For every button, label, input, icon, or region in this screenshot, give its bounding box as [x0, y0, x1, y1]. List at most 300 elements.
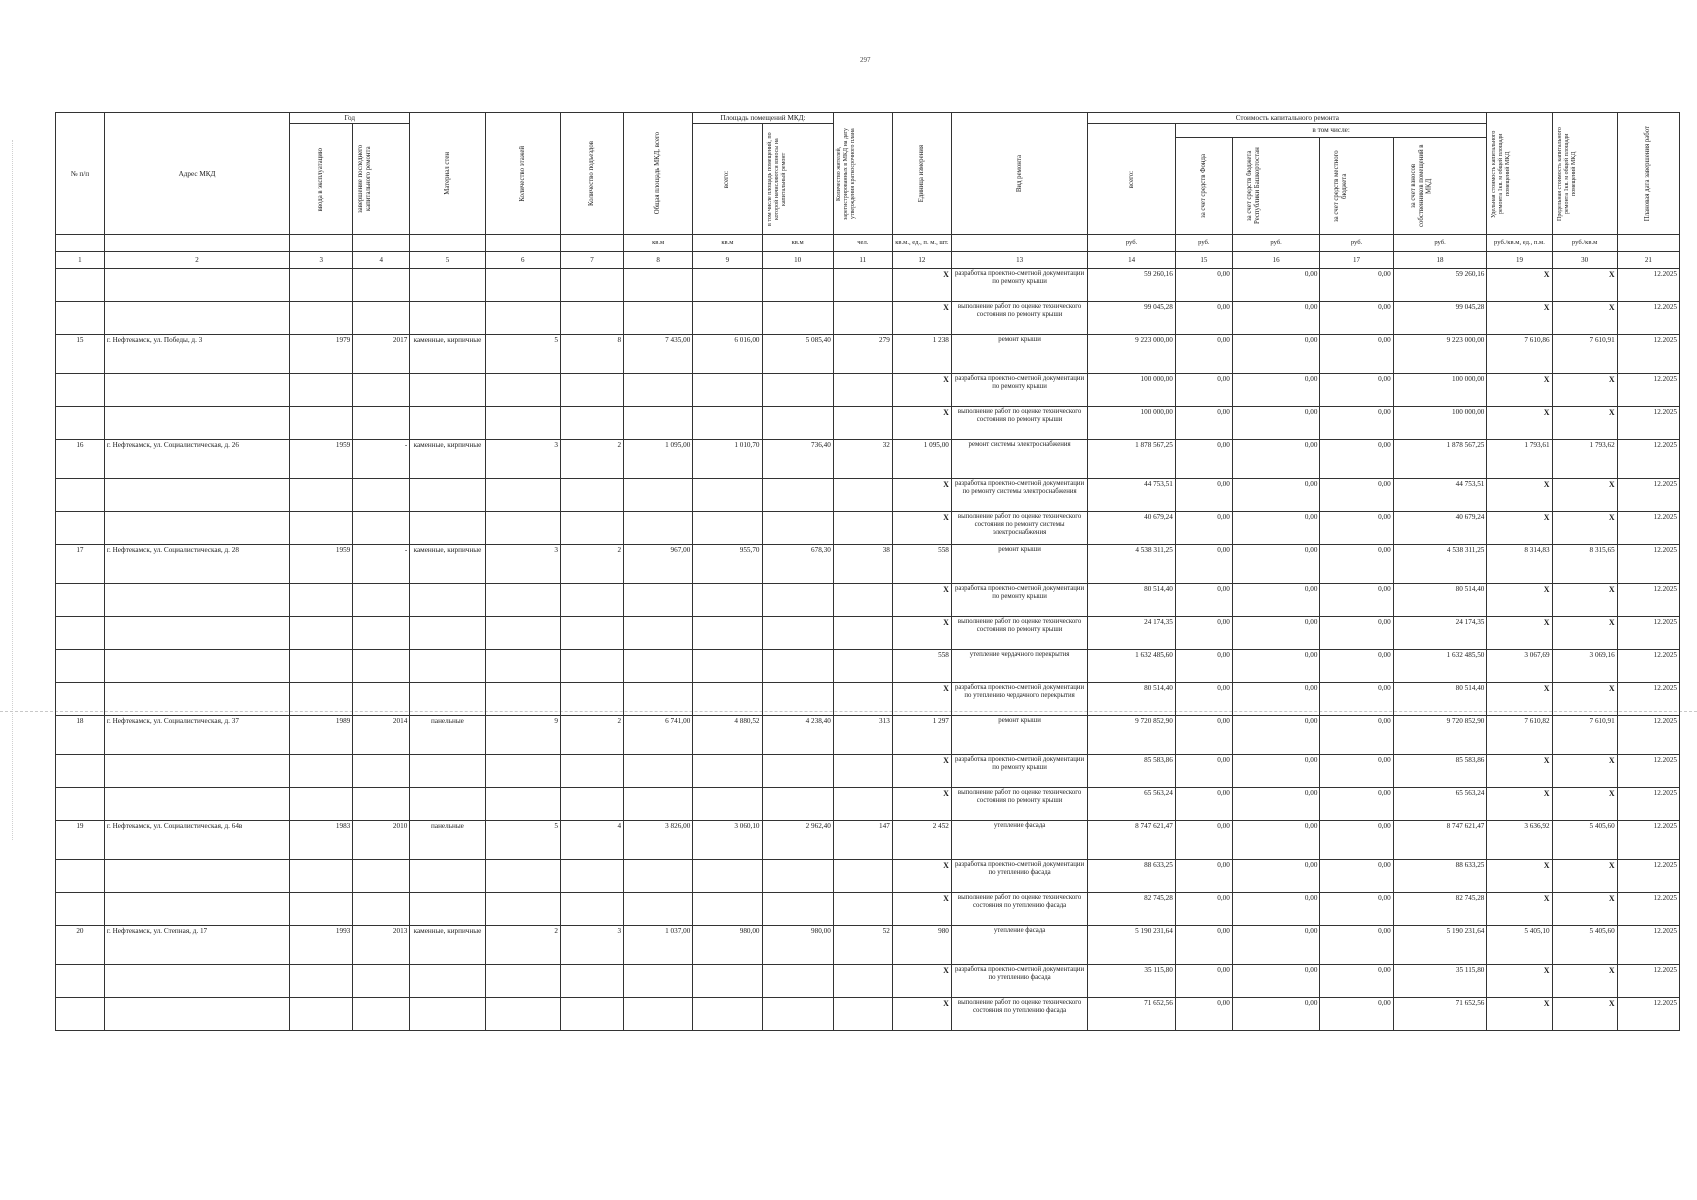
- total-area: [624, 893, 693, 926]
- wall-material: каменные, кирпичные: [410, 545, 485, 584]
- entrances: [560, 755, 623, 788]
- cost-owners: 71 652,56: [1393, 998, 1487, 1031]
- cost-local: 0,00: [1320, 545, 1393, 584]
- page-number: 297: [860, 56, 871, 64]
- row-number: [56, 755, 105, 788]
- limit-cost: X: [1552, 965, 1617, 998]
- year-last-repair: [353, 584, 410, 617]
- table-row: [56, 269, 1680, 302]
- year-last-repair: [353, 788, 410, 821]
- area-total: [693, 965, 762, 998]
- area-total: [693, 269, 762, 302]
- unit-cost: X: [1487, 269, 1552, 302]
- year-last-repair: [353, 860, 410, 893]
- wall-material: [410, 302, 485, 335]
- cost-fund: 0,00: [1175, 512, 1232, 545]
- row-number: 16: [56, 440, 105, 479]
- unit-cost: 1 793,61: [1487, 440, 1552, 479]
- cost-local: 0,00: [1320, 407, 1393, 440]
- cost-local: 0,00: [1320, 650, 1393, 683]
- cost-local: 0,00: [1320, 965, 1393, 998]
- year-last-repair: [353, 998, 410, 1031]
- cost-owners: 4 538 311,25: [1393, 545, 1487, 584]
- residents: [833, 407, 892, 440]
- entrances: [560, 269, 623, 302]
- repair-type: выполнение работ по оценке технического состояния по ремонту крыши: [951, 302, 1087, 335]
- row-address: г. Нефтекамск, ул. Степная, д. 17: [104, 926, 289, 965]
- cost-owners: 40 679,24: [1393, 512, 1487, 545]
- year-commissioning: 1959: [290, 440, 353, 479]
- cost-republic: 0,00: [1232, 650, 1320, 683]
- residents: [833, 683, 892, 716]
- unit-value: X: [892, 407, 951, 440]
- floors: [485, 650, 560, 683]
- wall-material: [410, 965, 485, 998]
- total-area: [624, 512, 693, 545]
- deadline: 12.2025: [1617, 821, 1679, 860]
- unit-12: кв.м., ед., п. м., шт.: [892, 235, 951, 252]
- residents: [833, 650, 892, 683]
- cost-local: 0,00: [1320, 617, 1393, 650]
- residents: 38: [833, 545, 892, 584]
- column-number: 10: [762, 252, 833, 269]
- cost-republic: 0,00: [1232, 998, 1320, 1031]
- unit-value: X: [892, 860, 951, 893]
- header-year-commissioning: ввода в эксплуатацию: [290, 124, 353, 235]
- limit-cost: X: [1552, 302, 1617, 335]
- header-year-last-repair: завершение последнего капитального ремонта: [353, 124, 410, 235]
- unit-cost: X: [1487, 584, 1552, 617]
- header-address: Адрес МКД: [104, 113, 289, 235]
- unit-cost: X: [1487, 998, 1552, 1031]
- capital-repair-table: [55, 112, 1680, 1031]
- area-residential: [762, 965, 833, 998]
- year-commissioning: 1993: [290, 926, 353, 965]
- unit-value: X: [892, 617, 951, 650]
- row-address: [104, 269, 289, 302]
- row-number: [56, 860, 105, 893]
- unit-17: руб.: [1320, 235, 1393, 252]
- deadline: 12.2025: [1617, 440, 1679, 479]
- area-residential: [762, 479, 833, 512]
- limit-cost: 1 793,62: [1552, 440, 1617, 479]
- row-number: [56, 965, 105, 998]
- residents: 313: [833, 716, 892, 755]
- row-number: [56, 683, 105, 716]
- wall-material: [410, 584, 485, 617]
- floors: [485, 755, 560, 788]
- year-commissioning: [290, 302, 353, 335]
- cost-total: 40 679,24: [1088, 512, 1176, 545]
- year-commissioning: 1983: [290, 821, 353, 860]
- floors: 5: [485, 335, 560, 374]
- entrances: [560, 860, 623, 893]
- unit-cost: X: [1487, 860, 1552, 893]
- cost-fund: 0,00: [1175, 302, 1232, 335]
- cost-owners: 9 223 000,00: [1393, 335, 1487, 374]
- cost-total: 80 514,40: [1088, 584, 1176, 617]
- cost-local: 0,00: [1320, 335, 1393, 374]
- table-row: [56, 998, 1680, 1031]
- area-total: 3 060,10: [693, 821, 762, 860]
- column-number: 13: [951, 252, 1087, 269]
- cost-fund: 0,00: [1175, 860, 1232, 893]
- table-row: [56, 965, 1680, 998]
- repair-type: разработка проектно-сметной документации по ремонту крыши: [951, 269, 1087, 302]
- limit-cost: X: [1552, 479, 1617, 512]
- cost-local: 0,00: [1320, 374, 1393, 407]
- row-address: [104, 998, 289, 1031]
- year-last-repair: 2014: [353, 716, 410, 755]
- cost-republic: 0,00: [1232, 617, 1320, 650]
- repair-type: утепление фасада: [951, 926, 1087, 965]
- row-number: 18: [56, 716, 105, 755]
- cost-owners: 88 633,25: [1393, 860, 1487, 893]
- row-address: [104, 374, 289, 407]
- cost-republic: 0,00: [1232, 512, 1320, 545]
- area-total: [693, 683, 762, 716]
- unit-value: X: [892, 479, 951, 512]
- cost-republic: 0,00: [1232, 374, 1320, 407]
- year-last-repair: [353, 302, 410, 335]
- floors: [485, 512, 560, 545]
- year-last-repair: [353, 374, 410, 407]
- column-number: 3: [290, 252, 353, 269]
- entrances: [560, 683, 623, 716]
- row-address: [104, 479, 289, 512]
- cost-local: 0,00: [1320, 479, 1393, 512]
- deadline: 12.2025: [1617, 683, 1679, 716]
- row-number: [56, 617, 105, 650]
- column-number: 21: [1617, 252, 1679, 269]
- deadline: 12.2025: [1617, 965, 1679, 998]
- cost-fund: 0,00: [1175, 407, 1232, 440]
- area-residential: 736,40: [762, 440, 833, 479]
- area-residential: 678,30: [762, 545, 833, 584]
- cost-owners: 80 514,40: [1393, 584, 1487, 617]
- year-commissioning: [290, 650, 353, 683]
- cost-fund: 0,00: [1175, 545, 1232, 584]
- column-number: 11: [833, 252, 892, 269]
- year-commissioning: [290, 755, 353, 788]
- table-row: [56, 335, 1680, 374]
- residents: [833, 755, 892, 788]
- residents: [833, 998, 892, 1031]
- unit-16: руб.: [1232, 235, 1320, 252]
- area-residential: 4 238,40: [762, 716, 833, 755]
- row-address: г. Нефтекамск, ул. Социалистическая, д. 26: [104, 440, 289, 479]
- cost-fund: 0,00: [1175, 998, 1232, 1031]
- area-residential: [762, 407, 833, 440]
- unit-cost: X: [1487, 893, 1552, 926]
- cost-local: 0,00: [1320, 998, 1393, 1031]
- repair-type: ремонт крыши: [951, 716, 1087, 755]
- cost-owners: 65 563,24: [1393, 788, 1487, 821]
- unit-value: X: [892, 683, 951, 716]
- deadline: 12.2025: [1617, 374, 1679, 407]
- unit-cost: X: [1487, 617, 1552, 650]
- cost-owners: 8 747 621,47: [1393, 821, 1487, 860]
- unit-cost: X: [1487, 512, 1552, 545]
- floors: 9: [485, 716, 560, 755]
- column-number: 2: [104, 252, 289, 269]
- cost-owners: 35 115,80: [1393, 965, 1487, 998]
- cost-republic: 0,00: [1232, 965, 1320, 998]
- floors: [485, 965, 560, 998]
- row-number: [56, 374, 105, 407]
- unit-value: X: [892, 998, 951, 1031]
- cost-total: 1 632 485,60: [1088, 650, 1176, 683]
- deadline: 12.2025: [1617, 755, 1679, 788]
- cost-fund: 0,00: [1175, 965, 1232, 998]
- year-last-repair: [353, 617, 410, 650]
- cost-local: 0,00: [1320, 440, 1393, 479]
- wall-material: [410, 269, 485, 302]
- deadline: 12.2025: [1617, 302, 1679, 335]
- area-total: [693, 998, 762, 1031]
- unit-value: 980: [892, 926, 951, 965]
- year-commissioning: [290, 407, 353, 440]
- repair-type: выполнение работ по оценке технического состояния по ремонту крыши: [951, 788, 1087, 821]
- unit-15: руб.: [1175, 235, 1232, 252]
- unit-value: X: [892, 788, 951, 821]
- year-last-repair: 2010: [353, 821, 410, 860]
- total-area: [624, 617, 693, 650]
- total-area: [624, 788, 693, 821]
- cost-total: 9 720 852,90: [1088, 716, 1176, 755]
- floors: [485, 479, 560, 512]
- deadline: 12.2025: [1617, 650, 1679, 683]
- year-commissioning: [290, 788, 353, 821]
- cost-local: 0,00: [1320, 788, 1393, 821]
- area-total: [693, 788, 762, 821]
- table-row: [56, 683, 1680, 716]
- entrances: [560, 893, 623, 926]
- cost-total: 100 000,00: [1088, 407, 1176, 440]
- deadline: 12.2025: [1617, 617, 1679, 650]
- unit-cost: X: [1487, 407, 1552, 440]
- cost-total: 4 538 311,25: [1088, 545, 1176, 584]
- total-area: 6 741,00: [624, 716, 693, 755]
- floors: [485, 374, 560, 407]
- total-area: [624, 650, 693, 683]
- cost-local: 0,00: [1320, 716, 1393, 755]
- year-last-repair: [353, 755, 410, 788]
- cost-republic: 0,00: [1232, 407, 1320, 440]
- limit-cost: X: [1552, 617, 1617, 650]
- limit-cost: 5 405,60: [1552, 926, 1617, 965]
- row-address: г. Нефтекамск, ул. Социалистическая, д. 28: [104, 545, 289, 584]
- wall-material: [410, 617, 485, 650]
- cost-owners: 99 045,28: [1393, 302, 1487, 335]
- repair-type: ремонт крыши: [951, 545, 1087, 584]
- cost-fund: 0,00: [1175, 584, 1232, 617]
- residents: [833, 374, 892, 407]
- repair-type: выполнение работ по оценке технического состояния по утеплению фасада: [951, 998, 1087, 1031]
- row-address: [104, 965, 289, 998]
- area-total: [693, 650, 762, 683]
- deadline: 12.2025: [1617, 860, 1679, 893]
- row-address: г. Нефтекамск, ул. Социалистическая, д. 37: [104, 716, 289, 755]
- floors: [485, 269, 560, 302]
- cost-fund: 0,00: [1175, 374, 1232, 407]
- unit-cost: 3 636,92: [1487, 821, 1552, 860]
- year-commissioning: 1989: [290, 716, 353, 755]
- repair-type: разработка проектно-сметной документации по утеплению фасада: [951, 860, 1087, 893]
- unit-cost: X: [1487, 788, 1552, 821]
- deadline: 12.2025: [1617, 716, 1679, 755]
- table-row: [56, 512, 1680, 545]
- header-group-premises: Площадь помещений МКД:: [693, 113, 834, 124]
- limit-cost: X: [1552, 269, 1617, 302]
- area-total: 980,00: [693, 926, 762, 965]
- limit-cost: X: [1552, 860, 1617, 893]
- entrances: [560, 512, 623, 545]
- area-residential: 980,00: [762, 926, 833, 965]
- area-residential: [762, 374, 833, 407]
- header-subgroup-incl: в том числе:: [1175, 124, 1487, 138]
- table-row: [56, 407, 1680, 440]
- table-row: [56, 716, 1680, 755]
- entrances: [560, 479, 623, 512]
- header-group-year: Год: [290, 113, 410, 124]
- row-number: [56, 479, 105, 512]
- year-last-repair: [353, 407, 410, 440]
- wall-material: панельные: [410, 821, 485, 860]
- wall-material: [410, 512, 485, 545]
- row-number: [56, 269, 105, 302]
- area-residential: [762, 998, 833, 1031]
- area-residential: [762, 269, 833, 302]
- cost-total: 80 514,40: [1088, 683, 1176, 716]
- total-area: [624, 755, 693, 788]
- row-number: 20: [56, 926, 105, 965]
- cost-fund: 0,00: [1175, 683, 1232, 716]
- header-cost-republic: за счет средств бюджета Республики Башкортостан: [1232, 137, 1320, 234]
- area-total: 6 016,00: [693, 335, 762, 374]
- unit-value: X: [892, 269, 951, 302]
- header-unit: Единица измерения: [892, 113, 951, 235]
- year-commissioning: [290, 998, 353, 1031]
- area-residential: 2 962,40: [762, 821, 833, 860]
- entrances: 2: [560, 545, 623, 584]
- year-last-repair: [353, 650, 410, 683]
- cost-republic: 0,00: [1232, 335, 1320, 374]
- deadline: 12.2025: [1617, 545, 1679, 584]
- header-residents: Количество жителей, зарегистрированных в МКД на дату утверждения краткосрочного плана: [833, 113, 892, 235]
- column-number: 8: [624, 252, 693, 269]
- residents: [833, 893, 892, 926]
- cost-total: 1 878 567,25: [1088, 440, 1176, 479]
- residents: 52: [833, 926, 892, 965]
- residents: [833, 617, 892, 650]
- unit-cost: X: [1487, 479, 1552, 512]
- column-number: 18: [1393, 252, 1487, 269]
- wall-material: [410, 479, 485, 512]
- area-residential: [762, 512, 833, 545]
- cost-owners: 1 632 485,50: [1393, 650, 1487, 683]
- cost-fund: 0,00: [1175, 440, 1232, 479]
- cost-owners: 80 514,40: [1393, 683, 1487, 716]
- entrances: 2: [560, 440, 623, 479]
- total-area: 3 826,00: [624, 821, 693, 860]
- unit-value: 1 297: [892, 716, 951, 755]
- cost-local: 0,00: [1320, 584, 1393, 617]
- unit-value: X: [892, 512, 951, 545]
- wall-material: [410, 683, 485, 716]
- cost-total: 5 190 231,64: [1088, 926, 1176, 965]
- limit-cost: X: [1552, 755, 1617, 788]
- area-total: 955,70: [693, 545, 762, 584]
- cost-owners: 59 260,16: [1393, 269, 1487, 302]
- total-area: [624, 965, 693, 998]
- cost-owners: 5 190 231,64: [1393, 926, 1487, 965]
- unit-20: руб./кв.м: [1552, 235, 1617, 252]
- column-number: 7: [560, 252, 623, 269]
- header-wall-material: Материал стен: [410, 113, 485, 235]
- row-number: [56, 788, 105, 821]
- row-number: [56, 407, 105, 440]
- wall-material: [410, 650, 485, 683]
- total-area: [624, 479, 693, 512]
- cost-fund: 0,00: [1175, 893, 1232, 926]
- floors: [485, 683, 560, 716]
- row-address: [104, 407, 289, 440]
- table-row: [56, 821, 1680, 860]
- residents: [833, 479, 892, 512]
- table-row: [56, 755, 1680, 788]
- unit-cost: X: [1487, 302, 1552, 335]
- entrances: [560, 788, 623, 821]
- floors: [485, 617, 560, 650]
- unit-value: X: [892, 893, 951, 926]
- column-number: 9: [693, 252, 762, 269]
- area-total: [693, 479, 762, 512]
- cost-republic: 0,00: [1232, 545, 1320, 584]
- cost-republic: 0,00: [1232, 755, 1320, 788]
- year-last-repair: [353, 893, 410, 926]
- unit-cost: X: [1487, 374, 1552, 407]
- cost-owners: 9 720 852,90: [1393, 716, 1487, 755]
- cost-local: 0,00: [1320, 683, 1393, 716]
- row-number: [56, 998, 105, 1031]
- cost-local: 0,00: [1320, 893, 1393, 926]
- cost-fund: 0,00: [1175, 269, 1232, 302]
- unit-19: руб./кв.м, ед., п.м.: [1487, 235, 1552, 252]
- limit-cost: X: [1552, 683, 1617, 716]
- total-area: [624, 302, 693, 335]
- total-area: [624, 584, 693, 617]
- unit-cost: X: [1487, 755, 1552, 788]
- area-total: [693, 755, 762, 788]
- row-number: [56, 893, 105, 926]
- repair-type: разработка проектно-сметной документации по ремонту системы электроснабжения: [951, 479, 1087, 512]
- cost-republic: 0,00: [1232, 302, 1320, 335]
- total-area: [624, 374, 693, 407]
- residents: [833, 788, 892, 821]
- repair-type: выполнение работ по оценке технического состояния по ремонту системы электроснабжения: [951, 512, 1087, 545]
- wall-material: [410, 998, 485, 1031]
- area-residential: [762, 788, 833, 821]
- cost-total: 9 223 000,00: [1088, 335, 1176, 374]
- table-row: [56, 479, 1680, 512]
- floors: 3: [485, 440, 560, 479]
- header-cost-owners: за счет взносов собственников помещений в МКД: [1393, 137, 1487, 234]
- year-commissioning: 1979: [290, 335, 353, 374]
- deadline: 12.2025: [1617, 584, 1679, 617]
- wall-material: [410, 755, 485, 788]
- residents: 32: [833, 440, 892, 479]
